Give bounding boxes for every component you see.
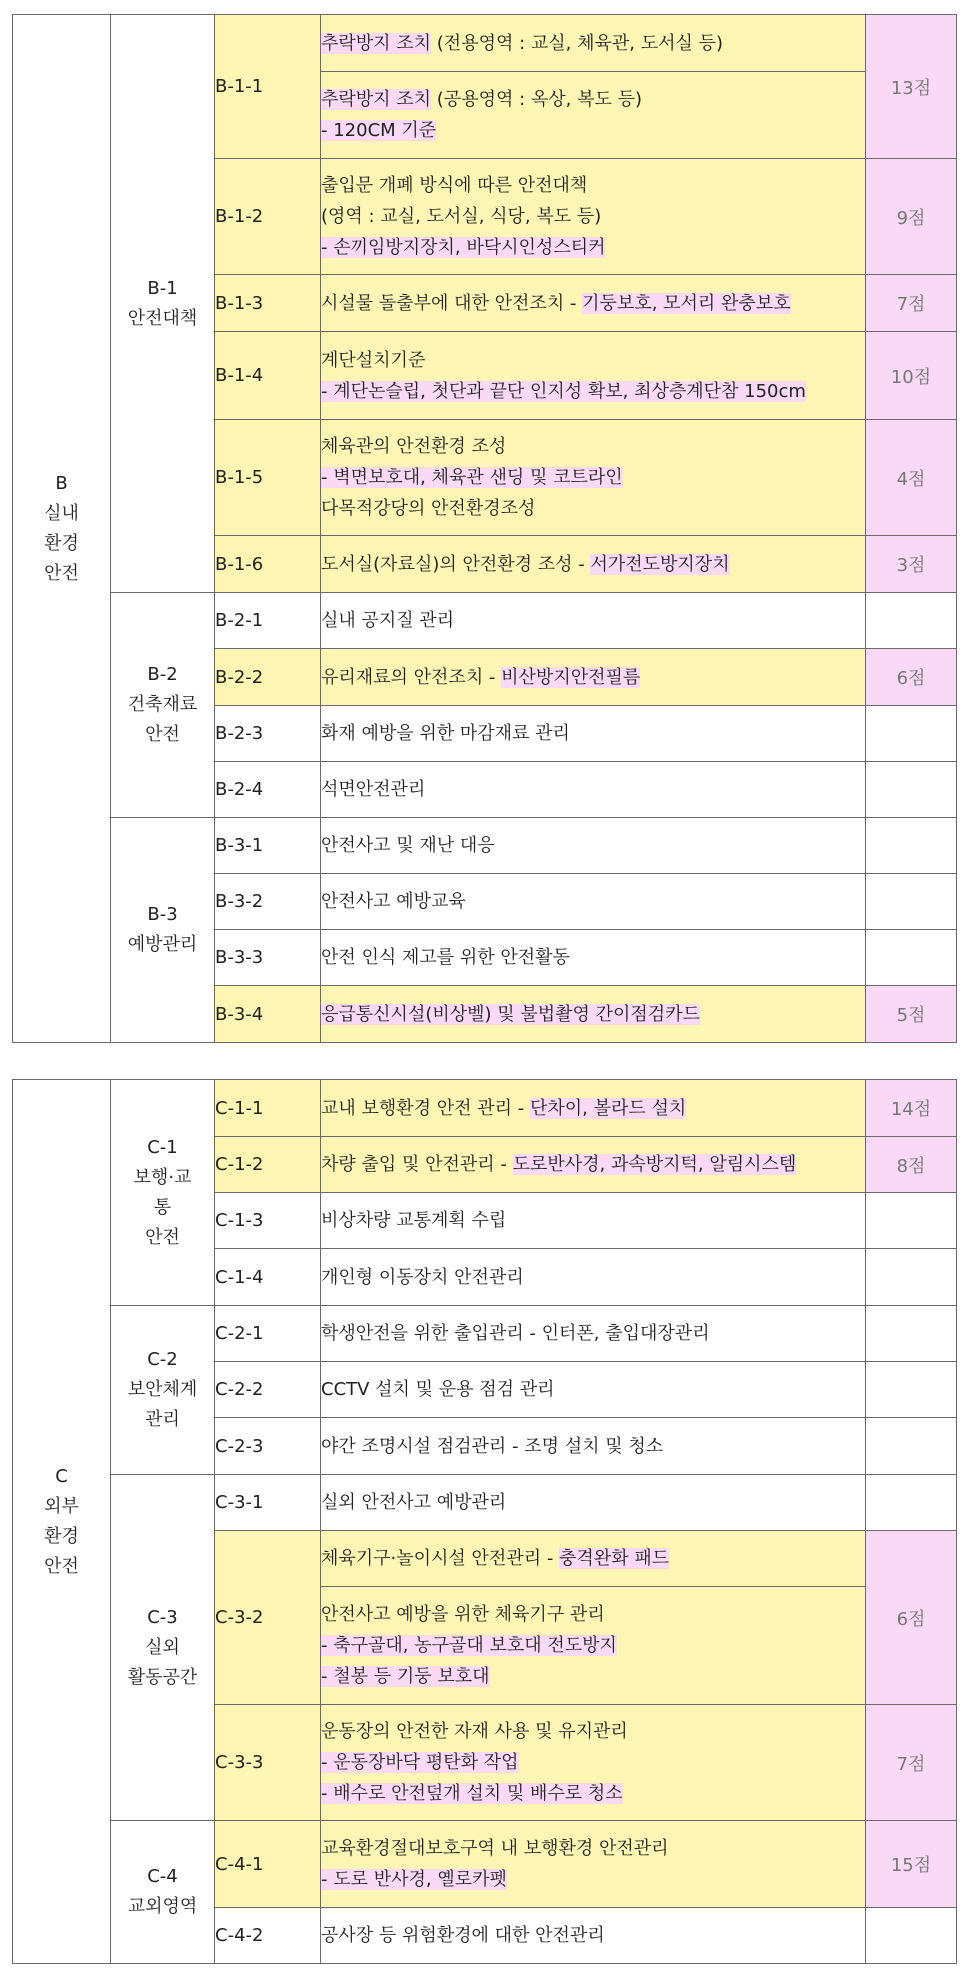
item-score: 9점	[866, 159, 957, 275]
group-c3-label: C-3 실외 활동공간	[111, 1475, 215, 1821]
item-score: 7점	[866, 275, 957, 332]
table-row	[13, 1306, 957, 1362]
item-code: B-1-1	[215, 15, 321, 159]
section-c-table	[12, 1079, 957, 1964]
item-code: B-2-4	[215, 762, 321, 818]
item-score: 10점	[866, 332, 957, 420]
table-row	[13, 593, 957, 649]
item-score	[866, 1475, 957, 1531]
item-description: 교내 보행환경 안전 관리 - 단차이, 볼라드 설치	[321, 1080, 866, 1137]
item-code: C-1-3	[215, 1193, 321, 1249]
item-score	[866, 1362, 957, 1418]
item-description: 화재 예방을 위한 마감재료 관리	[321, 706, 866, 762]
item-code: B-2-2	[215, 649, 321, 706]
item-code: B-2-1	[215, 593, 321, 649]
item-description: 응급통신시설(비상벨) 및 불법촬영 간이점검카드	[321, 986, 866, 1043]
item-score: 7점	[866, 1705, 957, 1821]
item-code: C-4-2	[215, 1908, 321, 1964]
item-code: B-3-4	[215, 986, 321, 1043]
item-description: 안전사고 예방을 위한 체육기구 관리 - 축구골대, 농구골대 보호대 전도방지 - 철봉 등 기둥 보호대	[321, 1587, 866, 1705]
item-code: B-1-5	[215, 420, 321, 536]
group-c4-label: C-4 교외영역	[111, 1821, 215, 1964]
item-description: 안전 인식 제고를 위한 안전활동	[321, 930, 866, 986]
item-code: C-2-3	[215, 1418, 321, 1475]
section-c-label: C 외부 환경 안전	[13, 1080, 111, 1964]
item-code: B-1-3	[215, 275, 321, 332]
item-score: 8점	[866, 1137, 957, 1193]
item-score	[866, 1908, 957, 1964]
group-b3-label: B-3 예방관리	[111, 818, 215, 1043]
item-score	[866, 762, 957, 818]
item-code: C-1-4	[215, 1249, 321, 1306]
item-description: 체육기구·놀이시설 안전관리 - 충격완화 패드	[321, 1531, 866, 1587]
item-description: 유리재료의 안전조치 - 비산방지안전필름	[321, 649, 866, 706]
item-description: 공사장 등 위험환경에 대한 안전관리	[321, 1908, 866, 1964]
group-c2-label: C-2 보안체계 관리	[111, 1306, 215, 1475]
item-code: B-2-3	[215, 706, 321, 762]
item-code: C-1-2	[215, 1137, 321, 1193]
item-code: B-1-4	[215, 332, 321, 420]
item-description: 석면안전관리	[321, 762, 866, 818]
item-description: 출입문 개폐 방식에 따른 안전대책 (영역 : 교실, 도서실, 식당, 복도 등) - 손끼임방지장치, 바닥시인성스티커	[321, 159, 866, 275]
item-code: B-3-3	[215, 930, 321, 986]
item-code: C-1-1	[215, 1080, 321, 1137]
section-b-label: B 실내 환경 안전	[13, 15, 111, 1043]
item-description: 도서실(자료실)의 안전환경 조성 - 서가전도방지장치	[321, 536, 866, 593]
item-description: 실외 안전사고 예방관리	[321, 1475, 866, 1531]
table-row	[13, 1475, 957, 1531]
item-score	[866, 1418, 957, 1475]
item-code: C-3-1	[215, 1475, 321, 1531]
item-description: 비상차량 교통계획 수립	[321, 1193, 866, 1249]
item-code: B-1-2	[215, 159, 321, 275]
item-score: 3점	[866, 536, 957, 593]
item-score: 6점	[866, 649, 957, 706]
item-description: 실내 공지질 관리	[321, 593, 866, 649]
item-code: C-3-2	[215, 1531, 321, 1705]
item-score	[866, 1306, 957, 1362]
item-score: 14점	[866, 1080, 957, 1137]
item-score	[866, 1249, 957, 1306]
item-description: CCTV 설치 및 운용 점검 관리	[321, 1362, 866, 1418]
table-row	[13, 15, 957, 72]
item-description: 추락방지 조치 (전용영역 : 교실, 체육관, 도서실 등)	[321, 15, 866, 72]
group-b1-label: B-1 안전대책	[111, 15, 215, 593]
item-description: 계단설치기준 - 계단논슬립, 첫단과 끝단 인지성 확보, 최상층계단참 150cm	[321, 332, 866, 420]
item-code: C-2-1	[215, 1306, 321, 1362]
item-description: 추락방지 조치 (공용영역 : 옥상, 복도 등) - 120CM 기준	[321, 72, 866, 159]
item-score: 4점	[866, 420, 957, 536]
item-score: 15점	[866, 1821, 957, 1908]
item-code: B-3-1	[215, 818, 321, 874]
table-row	[13, 818, 957, 874]
item-description: 안전사고 및 재난 대응	[321, 818, 866, 874]
item-description: 체육관의 안전환경 조성 - 벽면보호대, 체육관 샌딩 및 코트라인 다목적강당의 안전환경조성	[321, 420, 866, 536]
group-b2-label: B-2 건축재료 안전	[111, 593, 215, 818]
item-score	[866, 930, 957, 986]
item-code: C-3-3	[215, 1705, 321, 1821]
item-code: C-2-2	[215, 1362, 321, 1418]
item-description: 학생안전을 위한 출입관리 - 인터폰, 출입대장관리	[321, 1306, 866, 1362]
group-c1-label: C-1 보행·교 통 안전	[111, 1080, 215, 1306]
item-code: C-4-1	[215, 1821, 321, 1908]
item-score: 5점	[866, 986, 957, 1043]
item-description: 시설물 돌출부에 대한 안전조치 - 기둥보호, 모서리 완충보호	[321, 275, 866, 332]
item-score: 13점	[866, 15, 957, 159]
table-row	[13, 1821, 957, 1908]
item-code: B-3-2	[215, 874, 321, 930]
item-score	[866, 706, 957, 762]
item-description: 운동장의 안전한 자재 사용 및 유지관리 - 운동장바닥 평탄화 작업 - 배수로 안전덮개 설치 및 배수로 청소	[321, 1705, 866, 1821]
item-description: 교육환경절대보호구역 내 보행환경 안전관리 - 도로 반사경, 옐로카펫	[321, 1821, 866, 1908]
item-description: 안전사고 예방교육	[321, 874, 866, 930]
item-code: B-1-6	[215, 536, 321, 593]
item-score	[866, 593, 957, 649]
table-row	[13, 1080, 957, 1137]
item-score	[866, 1193, 957, 1249]
section-b-table	[12, 14, 957, 1043]
item-score	[866, 874, 957, 930]
item-description: 야간 조명시설 점검관리 - 조명 설치 및 청소	[321, 1418, 866, 1475]
item-score	[866, 818, 957, 874]
item-description: 개인형 이동장치 안전관리	[321, 1249, 866, 1306]
item-score: 6점	[866, 1531, 957, 1705]
item-description: 차량 출입 및 안전관리 - 도로반사경, 과속방지턱, 알림시스템	[321, 1137, 866, 1193]
